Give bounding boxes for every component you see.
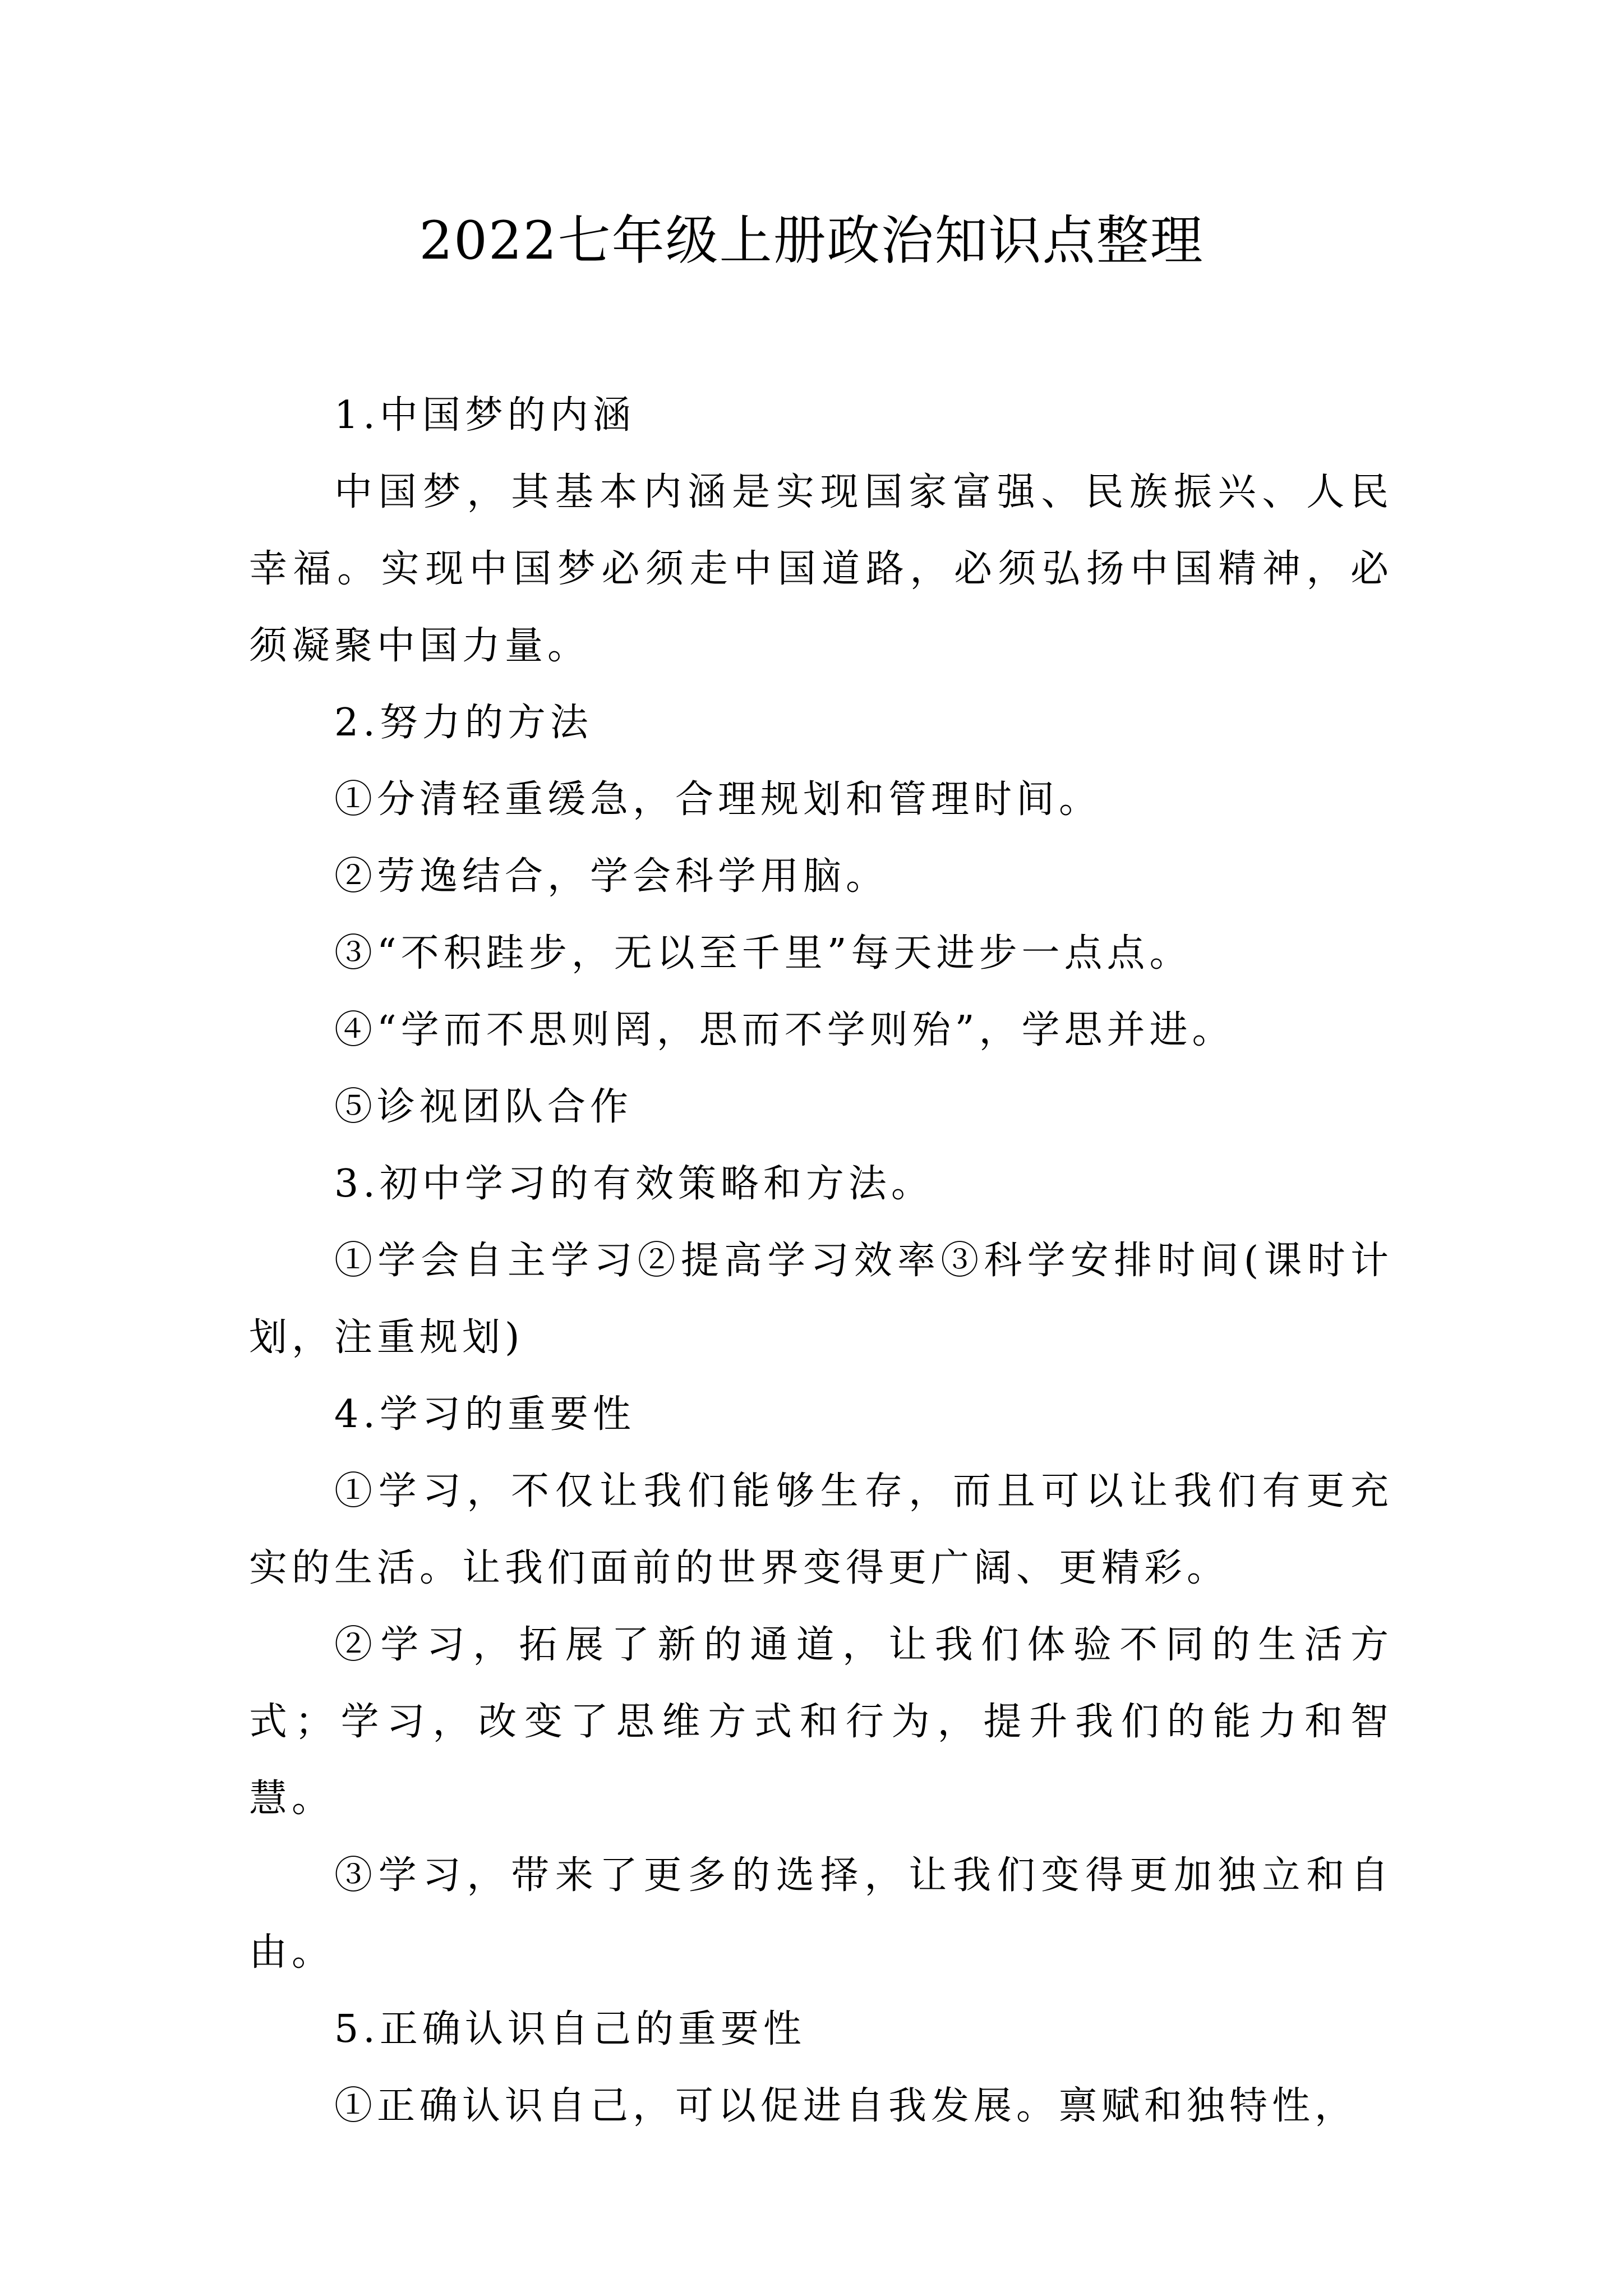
- list-item: ④“学而不思则罔，思而不学则殆”，学思并进。: [334, 1008, 1235, 1052]
- paragraph: ③学习，带来了更多的选择，让我们变得更加独立和自由。: [249, 1853, 1393, 1975]
- paragraph: ①正确认识自己，可以促进自我发展。禀赋和独特性，: [334, 2084, 1358, 2128]
- document-body: [249, 377, 1393, 2145]
- paragraph: ①学会自主学习②提高学习效率③科学安排时间(课时计划，注重规划): [249, 1239, 1393, 1360]
- paragraph: ②学习，拓展了新的通道，让我们体验不同的生活方式；学习，改变了思维方式和行为，提升我们的能力和智慧。: [249, 1623, 1393, 1821]
- paragraph: ①学习，不仅让我们能够生存，而且可以让我们有更充实的生活。让我们面前的世界变得更广阔、更精彩。: [249, 1469, 1393, 1590]
- section-heading: 1.中国梦的内涵: [334, 393, 635, 438]
- section-heading: 5.正确认识自己的重要性: [334, 2007, 806, 2051]
- list-item: ⑤诊视团队合作: [334, 1085, 633, 1129]
- list-item: ③“不积跬步，无以至千里”每天进步一点点。: [334, 931, 1192, 976]
- list-item: ①分清轻重缓急，合理规划和管理时间。: [334, 777, 1102, 822]
- paragraph: 中国梦，其基本内涵是实现国家富强、民族振兴、人民幸福。实现中国梦必须走中国道路，必须弘扬中国精神，必须凝聚中国力量。: [249, 470, 1393, 668]
- section-heading: 2.努力的方法: [334, 701, 593, 745]
- section-heading: 4.学习的重要性: [334, 1392, 635, 1437]
- section-heading: 3.初中学习的有效策略和方法。: [334, 1162, 934, 1206]
- list-item: ②劳逸结合，学会科学用脑。: [334, 854, 889, 899]
- document-title: 2022七年级上册政治知识点整理: [419, 210, 1204, 272]
